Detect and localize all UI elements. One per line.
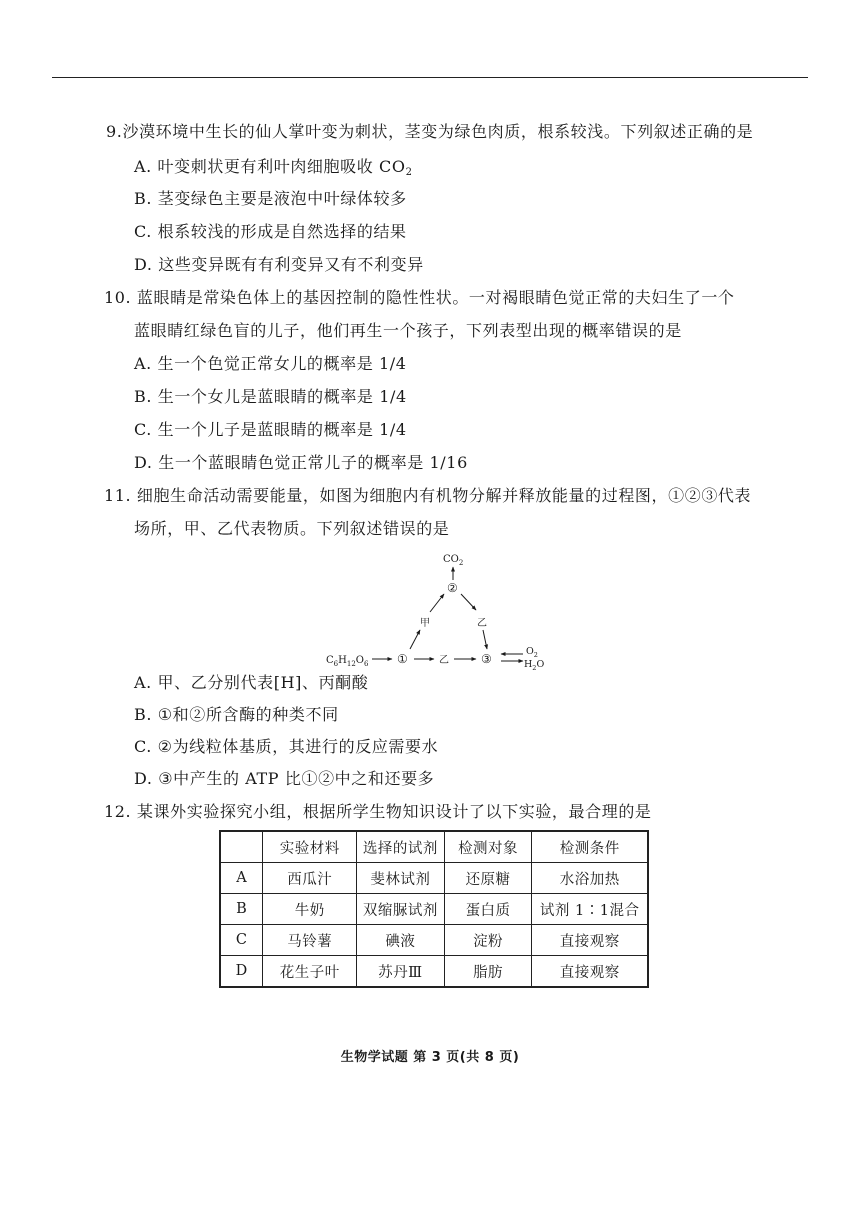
q11-stem-line2: 场所，甲、乙代表物质。下列叙述错误的是 [134,519,450,538]
table-cell: 马铃薯 [263,925,357,956]
table-header-cell: 检测对象 [444,831,532,863]
table-cell: 碘液 [357,925,445,956]
table-cell: C [220,925,263,956]
q9-option-c: C. 根系较浅的形成是自然选择的结果 [134,222,407,241]
respiration-diagram [320,548,560,672]
table-cell: 西瓜汁 [263,863,357,894]
glucose-label: $C_6H_{12}O_6$ [326,655,369,668]
q9-stem: 9.沙漠环境中生长的仙人掌叶变为刺状，茎变为绿色肉质，根系较浅。下列叙述正确的是 [106,122,754,141]
q11-option-d: D. ③中产生的 ATP 比①②中之和还要多 [134,769,435,788]
q11-option-b: B. ①和②所含酶的种类不同 [134,705,339,724]
table-header-cell: 实验材料 [263,831,357,863]
q10-option-b: B. 生一个女儿是蓝眼睛的概率是 1/4 [134,387,407,406]
table-header-row [220,831,648,863]
table-cell: B [220,894,263,925]
h2o-label: $H_2O$ [524,659,545,672]
o2-label: $O_2$ [526,646,538,659]
co2-label: $CO_2$ [443,554,464,567]
q9-option-a: A. 叶变刺状更有利叶肉细胞吸收 $CO_2$ [134,157,413,178]
table-header-cell [220,831,263,863]
table-header-cell: 选择的试剂 [357,831,445,863]
table-cell: 试剂 1∶1混合 [532,894,648,925]
q11-option-a: A. 甲、乙分别代表[H]、丙酮酸 [134,673,369,692]
table-cell: D [220,956,263,988]
table-cell: A [220,863,263,894]
table-row [220,956,648,988]
q10-option-d: D. 生一个蓝眼睛色觉正常儿子的概率是 1/16 [134,453,468,472]
table-cell: 淀粉 [444,925,532,956]
table-header-cell: 检测条件 [532,831,648,863]
header-rule [52,77,808,78]
site-2: ② [447,581,458,595]
q9-option-d: D. 这些变异既有有利变异又有不利变异 [134,255,424,274]
arrow-site1-to-jia [410,630,420,649]
q11-option-c: C. ②为线粒体基质，其进行的反应需要水 [134,737,439,756]
table-cell: 直接观察 [532,925,648,956]
table-row [220,863,648,894]
table-row [220,925,648,956]
page-footer: 生物学试题 第 3 页(共 8 页) [340,1050,520,1065]
yi-label-bottom: 乙 [439,655,449,666]
jia-label: 甲 [420,618,430,629]
table-cell: 蛋白质 [444,894,532,925]
table-cell: 双缩脲试剂 [357,894,445,925]
q12-stem: 12. 某课外实验探究小组，根据所学生物知识设计了以下实验，最合理的是 [104,802,652,821]
yi-label-right: 乙 [477,618,487,629]
table-cell: 水浴加热 [532,863,648,894]
q10-stem-line2: 蓝眼睛红绿色盲的儿子，他们再生一个孩子，下列表型出现的概率错误的是 [134,321,682,340]
q10-option-c: C. 生一个儿子是蓝眼睛的概率是 1/4 [134,420,407,439]
table-cell: 苏丹Ⅲ [357,956,445,988]
experiment-table [219,830,649,988]
table-cell: 斐林试剂 [357,863,445,894]
arrow-yi-to-site3 [483,630,487,649]
table-cell: 直接观察 [532,956,648,988]
q11-stem-line1: 11. 细胞生命活动需要能量，如图为细胞内有机物分解并释放能量的过程图，①②③代表 [104,486,752,505]
site-3: ③ [481,652,492,666]
table-row [220,894,648,925]
arrow-site2-to-yi [461,594,476,610]
q9-option-b: B. 茎变绿色主要是液泡中叶绿体较多 [134,189,407,208]
q10-option-a: A. 生一个色觉正常女儿的概率是 1/4 [134,354,407,373]
table-cell: 花生子叶 [263,956,357,988]
q10-stem-line1: 10. 蓝眼睛是常染色体上的基因控制的隐性性状。一对褐眼睛色觉正常的夫妇生了一个 [104,288,735,307]
table-cell: 还原糖 [444,863,532,894]
arrow-jia-to-site2 [430,594,444,612]
table-cell: 脂肪 [444,956,532,988]
table-cell: 牛奶 [263,894,357,925]
site-1: ① [397,652,408,666]
